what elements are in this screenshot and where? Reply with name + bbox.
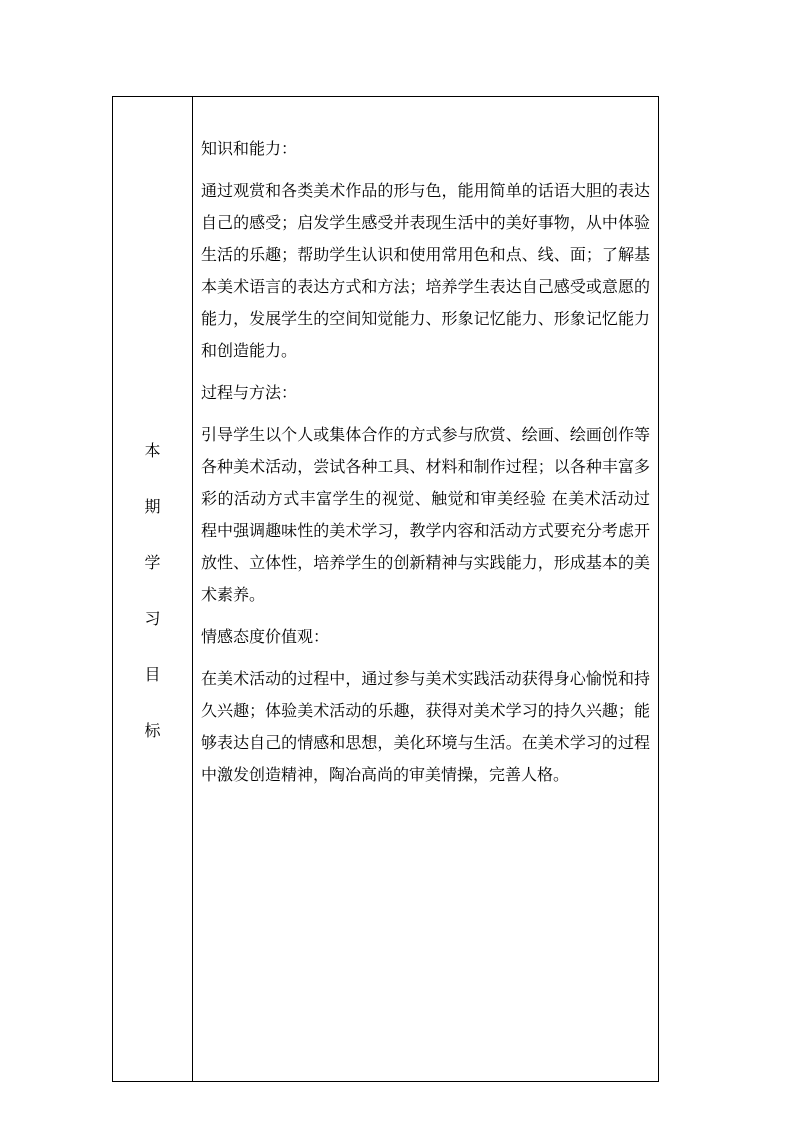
- label-char: 学: [144, 553, 161, 572]
- content-cell: [193, 97, 658, 1081]
- section-body-process: 引导学生以个人或集体合作的方式参与欣赏、绘画、绘画创作等各种美术活动，尝试各种工具、材料和制作过程；以各种丰富多彩的活动方式丰富学生的视觉、触觉和审美经验 在美术活动过程中强调趣味性的美术学习，教学内容和活动方式要充分考虑开放性、立体性，培养学生的创新精神与实践能力，形成基本的美术素养。: [201, 425, 650, 604]
- label-char: 期: [144, 497, 161, 516]
- section-heading-process: 过程与方法：: [201, 383, 298, 402]
- label-char: 目: [144, 665, 161, 684]
- label-cell: [113, 97, 193, 1081]
- section-body-values: 在美术活动的过程中，通过参与美术实践活动获得身心愉悦和持久兴趣；体验美术活动的乐趣，获得对美术学习的持久兴趣；能够表达自己的情感和思想，美化环境与生活。在美术学习的过程中激发创造精神，陶冶高尚的审美情操，完善人格。: [201, 669, 650, 784]
- section-heading-values: 情感态度价值观：: [201, 627, 330, 646]
- section-body-knowledge: 通过观赏和各类美术作品的形与色，能用简单的话语大胆的表达自己的感受；启发学生感受并表现生活中的美好事物，从中体验生活的乐趣；帮助学生认识和使用常用色和点、线、面；了解基本美术语言的表达方式和方法；培养学生表达自己感受或意愿的能力，发展学生的空间知觉能力、形象记忆能力、形象记忆能力和创造能力。: [201, 181, 650, 360]
- label-column: [113, 439, 192, 775]
- label-char: 习: [144, 609, 161, 628]
- section-heading-knowledge: 知识和能力：: [201, 139, 298, 158]
- label-char: 本: [144, 441, 161, 460]
- label-char: 标: [144, 721, 161, 740]
- objectives-table: [112, 96, 659, 1082]
